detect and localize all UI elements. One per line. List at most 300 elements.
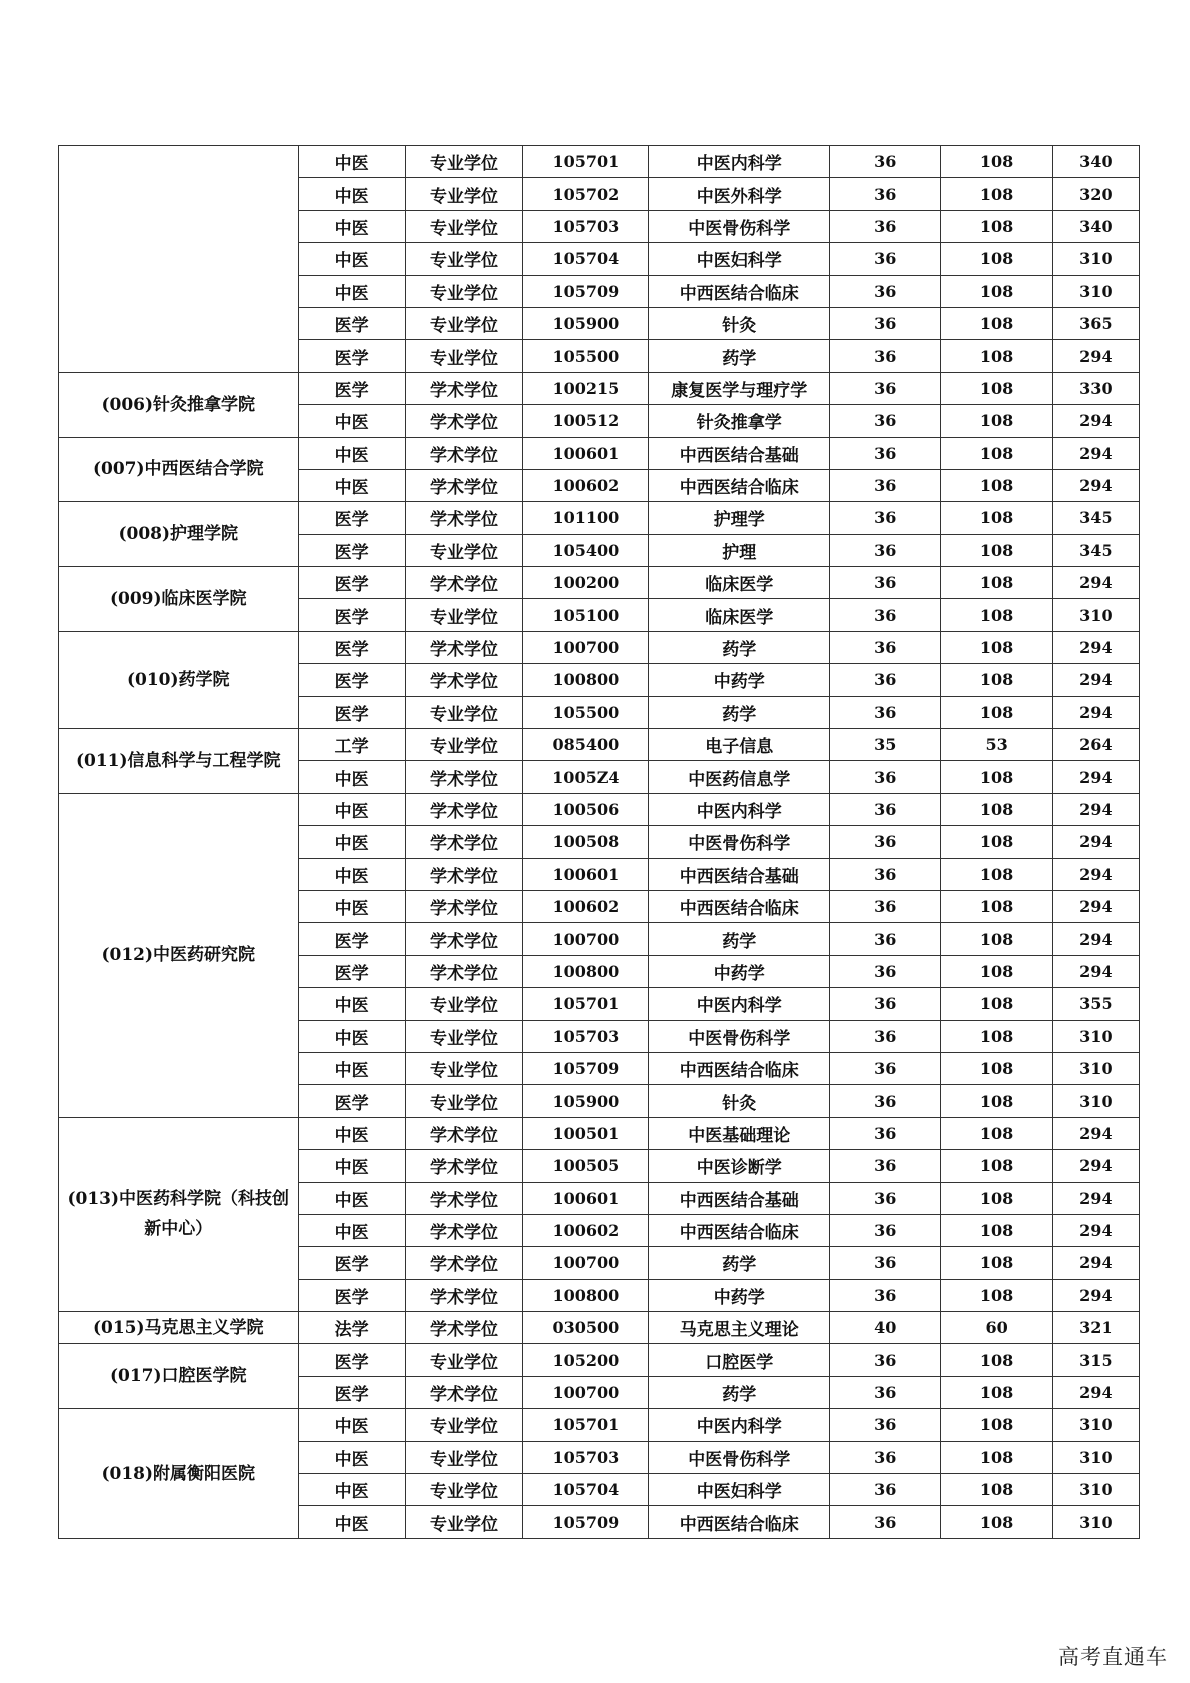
total-score-cell: 294 xyxy=(1052,405,1139,437)
college-name-cell: (012)中医药研究院 xyxy=(59,793,299,1117)
degree-type-cell: 学术学位 xyxy=(405,826,523,858)
total-score-cell: 310 xyxy=(1052,243,1139,275)
single-subject-100-cell: 36 xyxy=(830,502,941,534)
single-subject-150-cell: 108 xyxy=(941,1052,1052,1084)
single-subject-150-cell: 108 xyxy=(941,437,1052,469)
degree-type-cell: 专业学位 xyxy=(405,275,523,307)
discipline-cell: 医学 xyxy=(298,664,405,696)
single-subject-150-cell: 108 xyxy=(941,1344,1052,1376)
degree-type-cell: 专业学位 xyxy=(405,340,523,372)
degree-type-cell: 学术学位 xyxy=(405,502,523,534)
degree-type-cell: 学术学位 xyxy=(405,664,523,696)
single-subject-100-cell: 36 xyxy=(830,437,941,469)
degree-type-cell: 学术学位 xyxy=(405,955,523,987)
major-name-cell: 药学 xyxy=(649,923,830,955)
single-subject-100-cell: 36 xyxy=(830,955,941,987)
major-code-cell: 105900 xyxy=(523,1085,649,1117)
degree-type-cell: 专业学位 xyxy=(405,178,523,210)
major-name-cell: 药学 xyxy=(649,631,830,663)
major-name-cell: 临床医学 xyxy=(649,599,830,631)
major-name-cell: 中西医结合临床 xyxy=(649,1214,830,1246)
college-name-cell: (011)信息科学与工程学院 xyxy=(59,729,299,794)
single-subject-100-cell: 36 xyxy=(830,1020,941,1052)
table-row xyxy=(59,146,1140,178)
degree-type-cell: 专业学位 xyxy=(405,1409,523,1441)
discipline-cell: 中医 xyxy=(298,146,405,178)
single-subject-100-cell: 36 xyxy=(830,1506,941,1538)
total-score-cell: 264 xyxy=(1052,729,1139,761)
single-subject-100-cell: 36 xyxy=(830,1117,941,1149)
total-score-cell: 294 xyxy=(1052,1214,1139,1246)
total-score-cell: 294 xyxy=(1052,631,1139,663)
discipline-cell: 医学 xyxy=(298,1279,405,1311)
discipline-cell: 医学 xyxy=(298,307,405,339)
single-subject-150-cell: 108 xyxy=(941,372,1052,404)
degree-type-cell: 学术学位 xyxy=(405,1150,523,1182)
single-subject-100-cell: 36 xyxy=(830,1182,941,1214)
single-subject-100-cell: 36 xyxy=(830,826,941,858)
major-name-cell: 中医内科学 xyxy=(649,988,830,1020)
discipline-cell: 中医 xyxy=(298,1409,405,1441)
single-subject-100-cell: 36 xyxy=(830,178,941,210)
major-code-cell: 101100 xyxy=(523,502,649,534)
discipline-cell: 法学 xyxy=(298,1312,405,1344)
major-name-cell: 马克思主义理论 xyxy=(649,1312,830,1344)
major-name-cell: 针灸 xyxy=(649,307,830,339)
single-subject-150-cell: 108 xyxy=(941,210,1052,242)
single-subject-100-cell: 36 xyxy=(830,793,941,825)
major-code-cell: 100700 xyxy=(523,1376,649,1408)
discipline-cell: 中医 xyxy=(298,275,405,307)
total-score-cell: 294 xyxy=(1052,1117,1139,1149)
single-subject-150-cell: 108 xyxy=(941,178,1052,210)
single-subject-150-cell: 108 xyxy=(941,1474,1052,1506)
major-name-cell: 中医骨伤科学 xyxy=(649,826,830,858)
discipline-cell: 中医 xyxy=(298,1506,405,1538)
major-name-cell: 中西医结合临床 xyxy=(649,1052,830,1084)
single-subject-100-cell: 36 xyxy=(830,923,941,955)
major-code-cell: 105709 xyxy=(523,1506,649,1538)
discipline-cell: 中医 xyxy=(298,243,405,275)
single-subject-100-cell: 36 xyxy=(830,405,941,437)
single-subject-100-cell: 36 xyxy=(830,599,941,631)
discipline-cell: 医学 xyxy=(298,502,405,534)
major-code-cell: 1005Z4 xyxy=(523,761,649,793)
major-name-cell: 中医药信息学 xyxy=(649,761,830,793)
discipline-cell: 医学 xyxy=(298,534,405,566)
discipline-cell: 中医 xyxy=(298,1150,405,1182)
total-score-cell: 294 xyxy=(1052,567,1139,599)
discipline-cell: 医学 xyxy=(298,631,405,663)
single-subject-150-cell: 108 xyxy=(941,243,1052,275)
single-subject-150-cell: 108 xyxy=(941,502,1052,534)
table-row xyxy=(59,1312,1140,1344)
major-code-cell: 030500 xyxy=(523,1312,649,1344)
major-name-cell: 中药学 xyxy=(649,955,830,987)
major-name-cell: 中西医结合临床 xyxy=(649,1506,830,1538)
major-name-cell: 中医妇科学 xyxy=(649,1474,830,1506)
degree-type-cell: 学术学位 xyxy=(405,793,523,825)
total-score-cell: 345 xyxy=(1052,502,1139,534)
single-subject-100-cell: 36 xyxy=(830,1085,941,1117)
major-code-cell: 105900 xyxy=(523,307,649,339)
single-subject-100-cell: 36 xyxy=(830,340,941,372)
major-code-cell: 105709 xyxy=(523,275,649,307)
single-subject-150-cell: 108 xyxy=(941,1441,1052,1473)
major-code-cell: 105703 xyxy=(523,210,649,242)
total-score-cell: 294 xyxy=(1052,696,1139,728)
single-subject-150-cell: 108 xyxy=(941,793,1052,825)
total-score-cell: 294 xyxy=(1052,469,1139,501)
score-table xyxy=(58,145,1140,1539)
major-code-cell: 100601 xyxy=(523,437,649,469)
single-subject-100-cell: 36 xyxy=(830,988,941,1020)
discipline-cell: 医学 xyxy=(298,1247,405,1279)
total-score-cell: 310 xyxy=(1052,1052,1139,1084)
single-subject-150-cell: 108 xyxy=(941,599,1052,631)
table-row xyxy=(59,1409,1140,1441)
major-code-cell: 100800 xyxy=(523,1279,649,1311)
major-code-cell: 105704 xyxy=(523,1474,649,1506)
major-name-cell: 中西医结合临床 xyxy=(649,890,830,922)
single-subject-100-cell: 36 xyxy=(830,1474,941,1506)
discipline-cell: 中医 xyxy=(298,1052,405,1084)
single-subject-100-cell: 36 xyxy=(830,1214,941,1246)
single-subject-100-cell: 36 xyxy=(830,534,941,566)
major-name-cell: 临床医学 xyxy=(649,567,830,599)
single-subject-150-cell: 108 xyxy=(941,1150,1052,1182)
single-subject-150-cell: 108 xyxy=(941,1182,1052,1214)
single-subject-150-cell: 108 xyxy=(941,146,1052,178)
total-score-cell: 330 xyxy=(1052,372,1139,404)
major-code-cell: 105200 xyxy=(523,1344,649,1376)
major-code-cell: 105400 xyxy=(523,534,649,566)
single-subject-150-cell: 108 xyxy=(941,469,1052,501)
major-code-cell: 100200 xyxy=(523,567,649,599)
degree-type-cell: 学术学位 xyxy=(405,631,523,663)
discipline-cell: 中医 xyxy=(298,1182,405,1214)
table-row xyxy=(59,567,1140,599)
college-name-cell: (006)针灸推拿学院 xyxy=(59,372,299,437)
single-subject-100-cell: 36 xyxy=(830,275,941,307)
degree-type-cell: 学术学位 xyxy=(405,1312,523,1344)
degree-type-cell: 学术学位 xyxy=(405,890,523,922)
table-row xyxy=(59,793,1140,825)
single-subject-150-cell: 108 xyxy=(941,988,1052,1020)
single-subject-150-cell: 108 xyxy=(941,1409,1052,1441)
single-subject-100-cell: 36 xyxy=(830,696,941,728)
single-subject-150-cell: 108 xyxy=(941,1214,1052,1246)
degree-type-cell: 专业学位 xyxy=(405,1085,523,1117)
major-code-cell: 100601 xyxy=(523,858,649,890)
college-name-cell: (017)口腔医学院 xyxy=(59,1344,299,1409)
single-subject-150-cell: 108 xyxy=(941,1117,1052,1149)
table-row xyxy=(59,631,1140,663)
degree-type-cell: 学术学位 xyxy=(405,405,523,437)
total-score-cell: 294 xyxy=(1052,858,1139,890)
total-score-cell: 320 xyxy=(1052,178,1139,210)
single-subject-150-cell: 53 xyxy=(941,729,1052,761)
discipline-cell: 中医 xyxy=(298,405,405,437)
single-subject-100-cell: 36 xyxy=(830,631,941,663)
discipline-cell: 中医 xyxy=(298,437,405,469)
table-row xyxy=(59,372,1140,404)
single-subject-100-cell: 36 xyxy=(830,372,941,404)
single-subject-100-cell: 36 xyxy=(830,210,941,242)
degree-type-cell: 专业学位 xyxy=(405,146,523,178)
major-name-cell: 药学 xyxy=(649,1247,830,1279)
degree-type-cell: 学术学位 xyxy=(405,469,523,501)
major-code-cell: 100506 xyxy=(523,793,649,825)
major-code-cell: 100602 xyxy=(523,469,649,501)
major-name-cell: 口腔医学 xyxy=(649,1344,830,1376)
total-score-cell: 294 xyxy=(1052,1150,1139,1182)
total-score-cell: 294 xyxy=(1052,826,1139,858)
total-score-cell: 315 xyxy=(1052,1344,1139,1376)
college-name-cell: (008)护理学院 xyxy=(59,502,299,567)
degree-type-cell: 专业学位 xyxy=(405,1441,523,1473)
degree-type-cell: 专业学位 xyxy=(405,210,523,242)
single-subject-150-cell: 108 xyxy=(941,1247,1052,1279)
total-score-cell: 321 xyxy=(1052,1312,1139,1344)
total-score-cell: 310 xyxy=(1052,1506,1139,1538)
degree-type-cell: 专业学位 xyxy=(405,599,523,631)
single-subject-150-cell: 108 xyxy=(941,923,1052,955)
major-name-cell: 中医内科学 xyxy=(649,1409,830,1441)
major-name-cell: 中西医结合基础 xyxy=(649,858,830,890)
major-name-cell: 康复医学与理疗学 xyxy=(649,372,830,404)
college-name-cell xyxy=(59,146,299,373)
major-name-cell: 中医内科学 xyxy=(649,146,830,178)
major-name-cell: 中西医结合临床 xyxy=(649,275,830,307)
discipline-cell: 医学 xyxy=(298,372,405,404)
single-subject-150-cell: 108 xyxy=(941,567,1052,599)
discipline-cell: 工学 xyxy=(298,729,405,761)
single-subject-150-cell: 108 xyxy=(941,826,1052,858)
discipline-cell: 中医 xyxy=(298,890,405,922)
single-subject-150-cell: 108 xyxy=(941,696,1052,728)
discipline-cell: 中医 xyxy=(298,1474,405,1506)
single-subject-100-cell: 36 xyxy=(830,1052,941,1084)
major-code-cell: 105709 xyxy=(523,1052,649,1084)
single-subject-100-cell: 36 xyxy=(830,567,941,599)
degree-type-cell: 学术学位 xyxy=(405,437,523,469)
major-code-cell: 100602 xyxy=(523,890,649,922)
table-row xyxy=(59,502,1140,534)
discipline-cell: 医学 xyxy=(298,599,405,631)
degree-type-cell: 学术学位 xyxy=(405,1214,523,1246)
single-subject-150-cell: 108 xyxy=(941,761,1052,793)
major-code-cell: 105701 xyxy=(523,988,649,1020)
discipline-cell: 医学 xyxy=(298,567,405,599)
single-subject-150-cell: 108 xyxy=(941,631,1052,663)
single-subject-150-cell: 108 xyxy=(941,405,1052,437)
major-code-cell: 105500 xyxy=(523,340,649,372)
total-score-cell: 294 xyxy=(1052,923,1139,955)
total-score-cell: 310 xyxy=(1052,599,1139,631)
degree-type-cell: 学术学位 xyxy=(405,1117,523,1149)
major-code-cell: 105704 xyxy=(523,243,649,275)
discipline-cell: 中医 xyxy=(298,178,405,210)
major-code-cell: 100700 xyxy=(523,631,649,663)
major-name-cell: 中西医结合临床 xyxy=(649,469,830,501)
single-subject-150-cell: 108 xyxy=(941,1085,1052,1117)
college-name-cell: (010)药学院 xyxy=(59,631,299,728)
total-score-cell: 310 xyxy=(1052,275,1139,307)
single-subject-150-cell: 108 xyxy=(941,664,1052,696)
major-name-cell: 中医骨伤科学 xyxy=(649,210,830,242)
degree-type-cell: 专业学位 xyxy=(405,534,523,566)
total-score-cell: 310 xyxy=(1052,1474,1139,1506)
single-subject-150-cell: 108 xyxy=(941,534,1052,566)
discipline-cell: 中医 xyxy=(298,1214,405,1246)
score-table-container xyxy=(58,145,1140,1539)
degree-type-cell: 专业学位 xyxy=(405,1020,523,1052)
major-name-cell: 药学 xyxy=(649,1376,830,1408)
degree-type-cell: 学术学位 xyxy=(405,858,523,890)
major-code-cell: 100215 xyxy=(523,372,649,404)
major-name-cell: 药学 xyxy=(649,696,830,728)
major-name-cell: 中西医结合基础 xyxy=(649,1182,830,1214)
single-subject-100-cell: 36 xyxy=(830,1150,941,1182)
college-name-cell: (009)临床医学院 xyxy=(59,567,299,632)
major-code-cell: 100512 xyxy=(523,405,649,437)
discipline-cell: 中医 xyxy=(298,210,405,242)
major-name-cell: 护理学 xyxy=(649,502,830,534)
total-score-cell: 310 xyxy=(1052,1441,1139,1473)
degree-type-cell: 学术学位 xyxy=(405,1376,523,1408)
single-subject-100-cell: 36 xyxy=(830,243,941,275)
discipline-cell: 医学 xyxy=(298,1344,405,1376)
major-code-cell: 100700 xyxy=(523,923,649,955)
table-row xyxy=(59,1117,1140,1149)
total-score-cell: 294 xyxy=(1052,1376,1139,1408)
degree-type-cell: 学术学位 xyxy=(405,1247,523,1279)
single-subject-150-cell: 108 xyxy=(941,340,1052,372)
single-subject-150-cell: 108 xyxy=(941,307,1052,339)
table-row xyxy=(59,729,1140,761)
single-subject-150-cell: 108 xyxy=(941,955,1052,987)
major-code-cell: 105701 xyxy=(523,146,649,178)
major-code-cell: 105500 xyxy=(523,696,649,728)
degree-type-cell: 专业学位 xyxy=(405,1052,523,1084)
degree-type-cell: 专业学位 xyxy=(405,729,523,761)
major-name-cell: 中药学 xyxy=(649,1279,830,1311)
degree-type-cell: 学术学位 xyxy=(405,923,523,955)
major-name-cell: 中西医结合基础 xyxy=(649,437,830,469)
major-code-cell: 100601 xyxy=(523,1182,649,1214)
major-code-cell: 085400 xyxy=(523,729,649,761)
degree-type-cell: 专业学位 xyxy=(405,1506,523,1538)
major-name-cell: 中医内科学 xyxy=(649,793,830,825)
discipline-cell: 中医 xyxy=(298,858,405,890)
single-subject-100-cell: 36 xyxy=(830,1247,941,1279)
major-code-cell: 100800 xyxy=(523,955,649,987)
major-name-cell: 护理 xyxy=(649,534,830,566)
watermark-text: 高考直通车 xyxy=(1058,1645,1168,1669)
table-row xyxy=(59,437,1140,469)
discipline-cell: 医学 xyxy=(298,1376,405,1408)
discipline-cell: 中医 xyxy=(298,988,405,1020)
single-subject-150-cell: 108 xyxy=(941,858,1052,890)
major-code-cell: 100508 xyxy=(523,826,649,858)
single-subject-150-cell: 108 xyxy=(941,890,1052,922)
single-subject-150-cell: 108 xyxy=(941,275,1052,307)
single-subject-150-cell: 108 xyxy=(941,1376,1052,1408)
major-name-cell: 中医妇科学 xyxy=(649,243,830,275)
degree-type-cell: 专业学位 xyxy=(405,988,523,1020)
total-score-cell: 294 xyxy=(1052,1247,1139,1279)
degree-type-cell: 学术学位 xyxy=(405,567,523,599)
total-score-cell: 294 xyxy=(1052,761,1139,793)
total-score-cell: 355 xyxy=(1052,988,1139,1020)
college-name-cell: (013)中医药科学院（科技创新中心） xyxy=(59,1117,299,1311)
major-code-cell: 105703 xyxy=(523,1441,649,1473)
single-subject-100-cell: 36 xyxy=(830,146,941,178)
discipline-cell: 医学 xyxy=(298,955,405,987)
major-name-cell: 中医外科学 xyxy=(649,178,830,210)
total-score-cell: 294 xyxy=(1052,1279,1139,1311)
major-code-cell: 100800 xyxy=(523,664,649,696)
total-score-cell: 310 xyxy=(1052,1409,1139,1441)
total-score-cell: 294 xyxy=(1052,437,1139,469)
single-subject-150-cell: 60 xyxy=(941,1312,1052,1344)
single-subject-100-cell: 36 xyxy=(830,761,941,793)
discipline-cell: 中医 xyxy=(298,1020,405,1052)
total-score-cell: 294 xyxy=(1052,793,1139,825)
discipline-cell: 中医 xyxy=(298,793,405,825)
major-name-cell: 中药学 xyxy=(649,664,830,696)
degree-type-cell: 专业学位 xyxy=(405,696,523,728)
single-subject-100-cell: 36 xyxy=(830,1279,941,1311)
discipline-cell: 医学 xyxy=(298,340,405,372)
major-name-cell: 中医基础理论 xyxy=(649,1117,830,1149)
single-subject-100-cell: 36 xyxy=(830,890,941,922)
discipline-cell: 医学 xyxy=(298,696,405,728)
total-score-cell: 294 xyxy=(1052,955,1139,987)
single-subject-100-cell: 36 xyxy=(830,664,941,696)
discipline-cell: 医学 xyxy=(298,1085,405,1117)
total-score-cell: 310 xyxy=(1052,1085,1139,1117)
major-name-cell: 针灸推拿学 xyxy=(649,405,830,437)
degree-type-cell: 学术学位 xyxy=(405,1279,523,1311)
single-subject-100-cell: 36 xyxy=(830,307,941,339)
major-code-cell: 100602 xyxy=(523,1214,649,1246)
score-table-body xyxy=(59,146,1140,1539)
major-code-cell: 105701 xyxy=(523,1409,649,1441)
degree-type-cell: 学术学位 xyxy=(405,761,523,793)
major-name-cell: 中医骨伤科学 xyxy=(649,1020,830,1052)
college-name-cell: (018)附属衡阳医院 xyxy=(59,1409,299,1539)
total-score-cell: 294 xyxy=(1052,1182,1139,1214)
major-name-cell: 电子信息 xyxy=(649,729,830,761)
major-code-cell: 100700 xyxy=(523,1247,649,1279)
total-score-cell: 340 xyxy=(1052,210,1139,242)
single-subject-100-cell: 36 xyxy=(830,1376,941,1408)
table-row xyxy=(59,1344,1140,1376)
single-subject-150-cell: 108 xyxy=(941,1279,1052,1311)
discipline-cell: 中医 xyxy=(298,826,405,858)
major-code-cell: 105702 xyxy=(523,178,649,210)
major-name-cell: 中医骨伤科学 xyxy=(649,1441,830,1473)
major-code-cell: 100501 xyxy=(523,1117,649,1149)
total-score-cell: 340 xyxy=(1052,146,1139,178)
total-score-cell: 365 xyxy=(1052,307,1139,339)
major-code-cell: 105100 xyxy=(523,599,649,631)
single-subject-100-cell: 40 xyxy=(830,1312,941,1344)
discipline-cell: 中医 xyxy=(298,1441,405,1473)
college-name-cell: (015)马克思主义学院 xyxy=(59,1312,299,1344)
